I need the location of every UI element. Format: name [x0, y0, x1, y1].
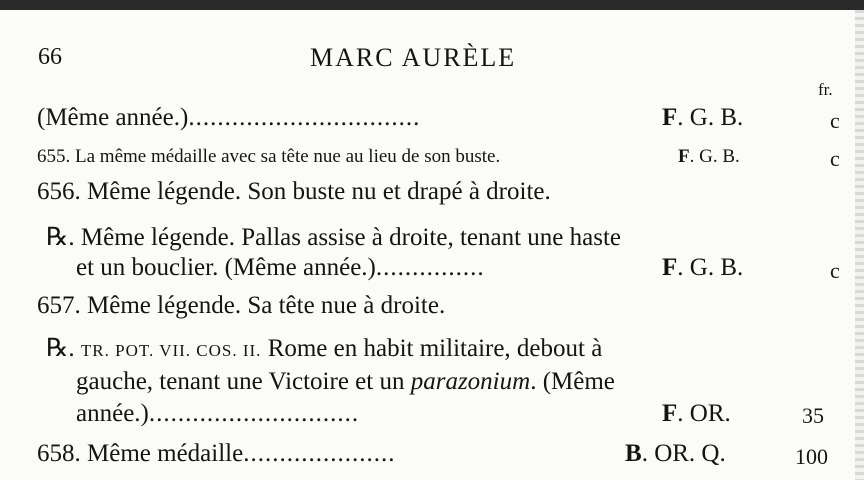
metal-size: . G. B.: [677, 104, 744, 131]
metal-size: . G. B.: [689, 146, 740, 167]
reverse-symbol: ℞.: [46, 335, 75, 362]
metal-size: . G. B.: [677, 254, 744, 281]
rarity-mark: F: [662, 400, 678, 427]
metal-size: . OR.: [677, 400, 731, 427]
running-head: MARC AURÈLE: [310, 43, 517, 72]
entry-line-8: [76, 368, 615, 396]
rarity-mark: F: [662, 254, 678, 281]
leader-dots: ...............: [375, 254, 485, 281]
entry-metal-655: [678, 146, 740, 168]
entry-metal-658: [625, 440, 726, 468]
entry-line-656: [37, 178, 551, 206]
entry-text: Même légende. Sa tête nue à droite.: [87, 292, 446, 319]
entry-line-reverse-657: [46, 333, 602, 363]
price-656: c: [830, 258, 840, 283]
entry-text: et un bouclier. (Même année.): [76, 254, 376, 281]
entry-text: Même légende. Son buste nu et drapé à droite.: [87, 178, 551, 205]
entry-italic-term: parazonium: [410, 368, 531, 395]
leader-dots: ................................: [188, 104, 421, 131]
entry-number: 657.: [37, 292, 81, 319]
rarity-mark: F: [662, 104, 678, 131]
legend-abbreviation: TR. POT. VII. COS. II.: [80, 341, 262, 360]
page-number: 66: [38, 44, 62, 70]
entry-text: année.): [76, 400, 149, 427]
entry-line-9: [76, 400, 359, 428]
entry-text: gauche, tenant une Victoire et un: [76, 368, 405, 395]
entry-text: Même médaille: [87, 440, 244, 467]
entry-metal-9: [662, 400, 731, 428]
top-border: [0, 0, 864, 10]
entry-text: . (Même: [530, 368, 615, 395]
entry-line-1: [37, 104, 420, 132]
entry-line-657: [37, 292, 445, 320]
leader-dots: .....................: [243, 440, 396, 467]
price-655: c: [830, 146, 840, 171]
entry-metal-5: [662, 254, 743, 282]
entry-line-reverse-656: ℞. Même légende. Pallas assise à droite, tenant une haste: [46, 224, 622, 251]
entry-line-5: [76, 254, 485, 282]
entry-number: 656.: [37, 178, 81, 205]
entry-metal-1: [662, 104, 743, 132]
price-unit-label: fr.: [818, 80, 833, 99]
entry-line-658: [37, 440, 395, 468]
price-657: 35: [802, 403, 824, 428]
entry-line-655: 655. La même médaille avec sa tête nue au lieu de son buste.: [37, 146, 501, 167]
rarity-mark: F: [678, 146, 690, 167]
rarity-mark: B: [625, 440, 642, 467]
entry-text: (Même année.): [37, 104, 189, 131]
entry-text: Rome en habit militaire, debout à: [267, 335, 603, 362]
price-1: c: [830, 108, 840, 133]
leader-dots: .............................: [148, 400, 360, 427]
price-658: 100: [795, 444, 828, 469]
page-edge: [855, 10, 864, 480]
entry-number: 658.: [37, 440, 81, 467]
metal-size: . OR. Q.: [641, 440, 726, 467]
